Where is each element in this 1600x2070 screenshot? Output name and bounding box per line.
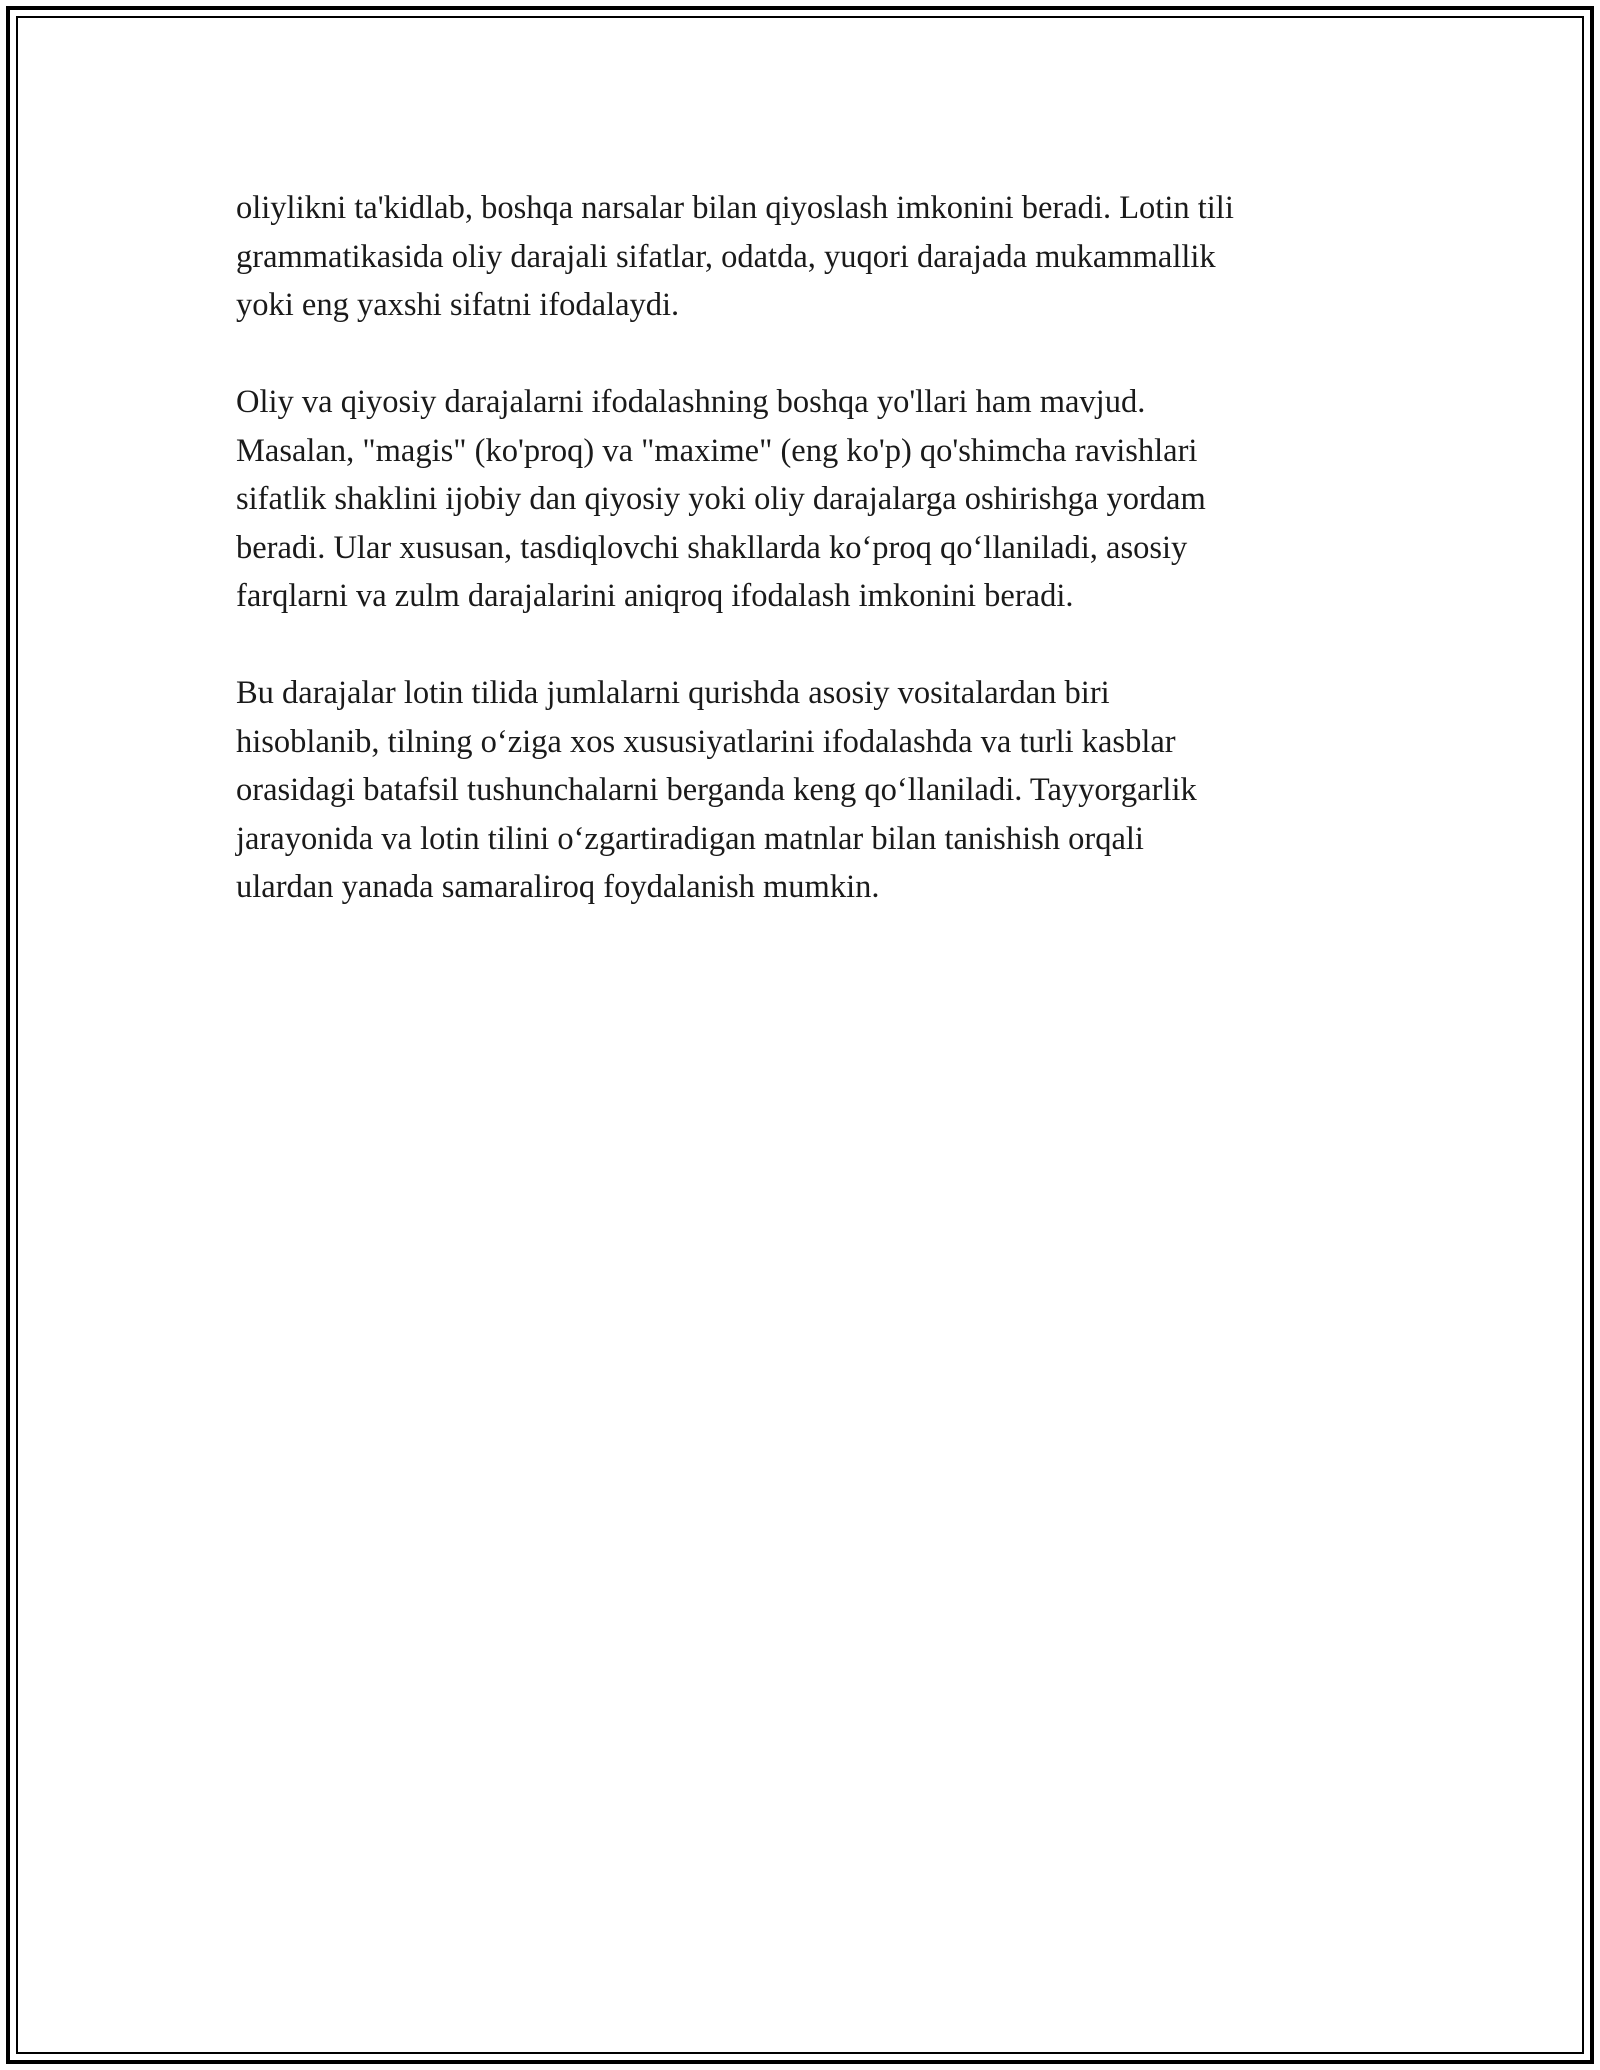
text-line: sifatlik shaklini ijobiy dan qiyosiy yoki oliy darajalarga oshirishga yordam	[236, 481, 1206, 517]
text-line: jarayonida va lotin tilini oʻzgartiradigan matnlar bilan tanishish orqali	[236, 820, 1144, 857]
text-line: oliylikni ta'kidlab, boshqa narsalar bilan qiyoslash imkonini beradi. Lotin tili	[236, 190, 1234, 226]
document-body	[236, 184, 1386, 960]
paragraph-1	[236, 184, 1386, 330]
text-line: Masalan, "magis" (ko'proq) va "maxime" (eng ko'p) qo'shimcha ravishlari	[236, 432, 1198, 469]
text-line: grammatikasida oliy darajali sifatlar, odatda, yuqori darajada mukammallik	[236, 238, 1216, 275]
paragraph-3	[236, 669, 1386, 912]
text-line: yoki eng yaxshi sifatni ifodalaydi.	[236, 287, 680, 323]
text-line: ulardan yanada samaraliroq foydalanish mumkin.	[236, 869, 880, 905]
text-line: Bu darajalar lotin tilida jumlalarni qurishda asosiy vositalardan biri	[236, 675, 1110, 711]
text-line: Oliy va qiyosiy darajalarni ifodalashning boshqa yo'llari ham mavjud.	[236, 384, 1146, 420]
text-line: hisoblanib, tilning oʻziga xos xususiyatlarini ifodalashda va turli kasblar	[236, 723, 1176, 760]
text-line: farqlarni va zulm darajalarini aniqroq ifodalash imkonini beradi.	[236, 578, 1074, 614]
paragraph-2	[236, 378, 1386, 621]
text-line: orasidagi batafsil tushunchalarni berganda keng qoʻllaniladi. Tayyorgarlik	[236, 772, 1197, 808]
text-line: beradi. Ular xususan, tasdiqlovchi shakllarda koʻproq qoʻllaniladi, asosiy	[236, 529, 1188, 566]
